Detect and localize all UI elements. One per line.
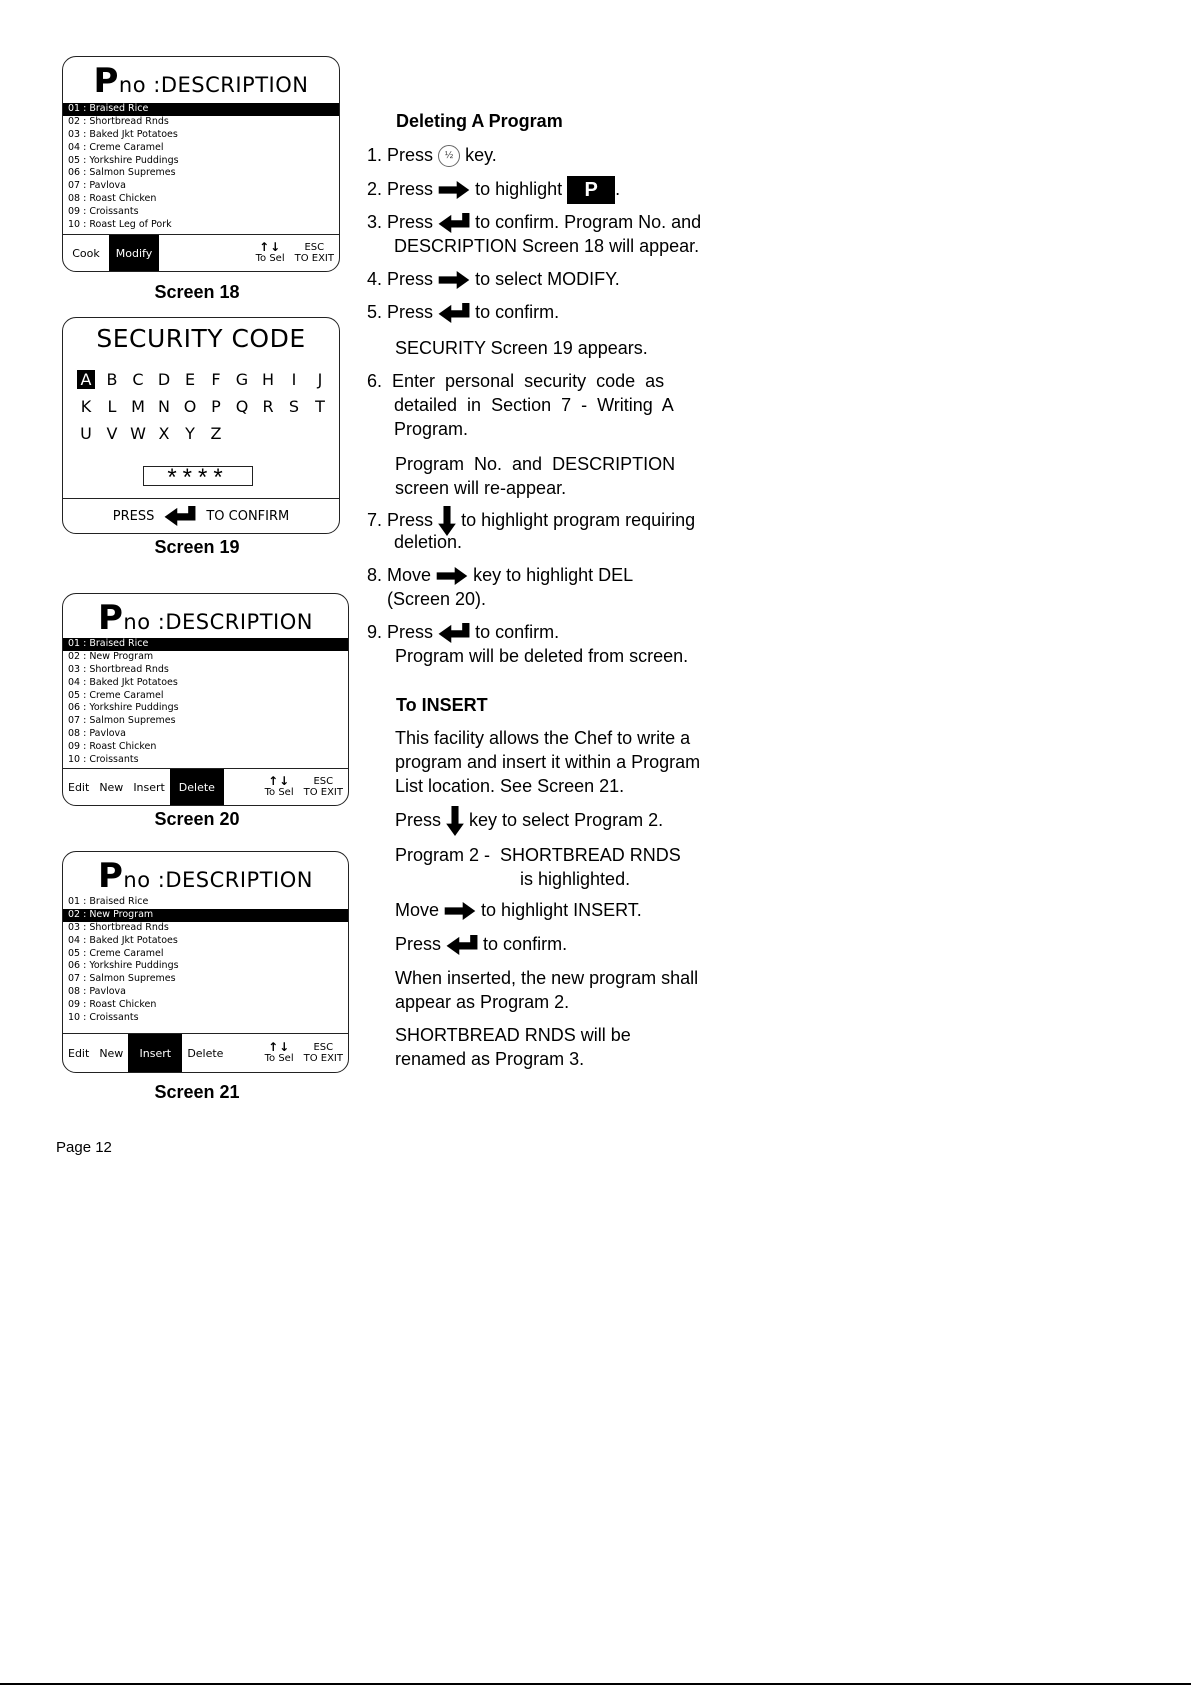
program-list <box>63 896 348 1025</box>
step-text: When inserted, the new program shall <box>395 968 699 988</box>
screen-20-caption: Screen 20 <box>154 809 240 829</box>
insert-step-highlighted <box>395 843 681 891</box>
to-sel-label: To Sel <box>264 787 294 798</box>
step-text: program and insert it within a Program <box>395 752 701 772</box>
step-text: Program. <box>394 419 469 439</box>
screen-21 <box>62 851 349 1073</box>
letter-key[interactable]: X <box>158 424 170 443</box>
exit-nav <box>299 1034 348 1072</box>
step-text: 8. Move <box>367 565 432 585</box>
step-text: key. <box>465 145 497 165</box>
step-5-note: SECURITY Screen 19 appears. <box>395 338 648 358</box>
step-text: detailed in Section 7 - Writing A <box>394 395 674 415</box>
title-p: P <box>93 61 119 101</box>
letter-key[interactable]: L <box>107 397 117 416</box>
letter-grid <box>73 366 333 447</box>
step-6-note <box>395 452 675 500</box>
list-item[interactable]: 09 : Roast Chicken <box>68 999 157 1011</box>
screen-18-caption: Screen 18 <box>154 282 240 302</box>
step-text: 2. Press <box>367 178 434 199</box>
heading-deleting-program: Deleting A Program <box>396 111 563 131</box>
step-text: appear as Program 2. <box>395 992 570 1012</box>
step-text: to highlight program requiring <box>461 509 696 530</box>
step-text: This facility allows the Chef to write a <box>395 728 691 748</box>
step-text: List location. See Screen 21. <box>395 776 625 796</box>
step-8 <box>367 563 633 611</box>
cook-option[interactable]: Cook <box>72 246 100 260</box>
letter-key[interactable]: T <box>315 397 325 416</box>
select-nav <box>260 769 299 805</box>
step-text: key to highlight DEL <box>473 565 634 585</box>
letter-key[interactable]: H <box>261 370 275 389</box>
list-item[interactable]: 06 : Salmon Supremes <box>68 167 176 179</box>
page-number: Page 12 <box>56 1139 112 1156</box>
list-item[interactable]: 07 : Salmon Supremes <box>68 973 176 985</box>
step-2 <box>367 176 620 204</box>
step-text: 7. Press <box>367 509 434 530</box>
right-arrow-icon <box>438 271 470 289</box>
screen-21-caption: Screen 21 <box>154 1082 240 1102</box>
screen-title <box>63 598 348 638</box>
step-text: to confirm. <box>475 302 560 322</box>
press-label: PRESS <box>112 508 155 524</box>
step-text: key to select Program 2. <box>469 809 664 830</box>
step-text: DESCRIPTION Screen 18 will appear. <box>394 236 700 256</box>
p-key-icon: P <box>567 176 615 204</box>
step-text: to select MODIFY. <box>475 269 620 289</box>
select-nav <box>260 1034 299 1072</box>
enter-icon <box>438 623 470 643</box>
letter-key[interactable]: K <box>80 397 92 416</box>
letter-row <box>73 420 333 447</box>
step-text: to highlight <box>475 178 563 199</box>
delete-option[interactable]: Delete <box>170 769 224 805</box>
select-nav <box>251 235 290 271</box>
list-item[interactable]: 09 : Roast Chicken <box>68 741 157 753</box>
esc-label: ESC <box>313 1042 334 1053</box>
right-arrow-icon <box>436 567 468 585</box>
letter-key[interactable]: F <box>211 370 221 389</box>
enter-icon <box>164 506 196 526</box>
letter-row <box>73 393 333 420</box>
screen-19-caption: Screen 19 <box>154 537 240 557</box>
step-text: to confirm. <box>475 622 560 642</box>
to-exit-label: TO EXIT <box>294 253 334 264</box>
letter-key[interactable]: M <box>131 397 145 416</box>
insert-option[interactable]: Insert <box>128 1034 182 1072</box>
screen-title <box>63 856 348 896</box>
step-text: Program No. and DESCRIPTION <box>395 454 676 474</box>
screen-footer <box>63 768 348 805</box>
letter-key[interactable]: Y <box>185 424 195 443</box>
letter-key[interactable]: O <box>183 397 197 416</box>
step-text: 9. Press <box>367 622 434 642</box>
step-text: 1. Press <box>367 145 434 165</box>
insert-step-move <box>395 898 642 922</box>
letter-key[interactable]: E <box>184 370 196 389</box>
letter-key[interactable]: B <box>106 370 118 389</box>
list-item[interactable]: 02 : Shortbread Rnds <box>68 115 169 127</box>
step-text: Press <box>395 809 442 830</box>
letter-key[interactable]: S <box>288 397 300 416</box>
new-option[interactable]: New <box>99 1046 124 1060</box>
modify-option[interactable]: Modify <box>109 235 159 271</box>
confirm-label: TO CONFIRM <box>206 508 290 524</box>
list-item[interactable]: 02 : New Program <box>68 650 154 662</box>
list-item[interactable]: 05 : Creme Caramel <box>68 689 164 701</box>
screen-19 <box>62 317 340 534</box>
letter-key[interactable]: W <box>130 424 146 443</box>
list-item[interactable]: 08 : Pavlova <box>68 986 126 998</box>
right-arrow-icon <box>444 902 476 920</box>
list-item[interactable]: 05 : Yorkshire Puddings <box>68 154 179 166</box>
edit-option[interactable]: Edit <box>68 780 90 794</box>
letter-key[interactable]: C <box>132 370 144 389</box>
step-text: SHORTBREAD RNDS will be <box>395 1025 631 1045</box>
to-sel-label: To Sel <box>255 253 285 264</box>
letter-key[interactable]: I <box>291 370 297 389</box>
step-7 <box>367 506 695 554</box>
list-item[interactable]: 06 : Yorkshire Puddings <box>68 702 179 714</box>
letter-key[interactable]: N <box>158 397 170 416</box>
step-text: screen will re-appear. <box>395 478 567 498</box>
letter-key[interactable]: J <box>317 370 323 389</box>
letter-key[interactable]: Z <box>210 424 222 443</box>
new-option[interactable]: New <box>99 780 124 794</box>
half-load-key-icon: ½ <box>438 145 460 167</box>
list-item[interactable]: 07 : Pavlova <box>68 180 126 192</box>
letter-key[interactable]: A <box>77 370 95 389</box>
screen-20 <box>62 593 349 806</box>
list-item[interactable]: 01 : Braised Rice <box>68 896 149 907</box>
step-3 <box>367 210 701 258</box>
step-text: Program 2 - SHORTBREAD RNDS <box>395 845 681 865</box>
title-rest: no :DESCRIPTION <box>123 610 313 634</box>
step-text: Move <box>395 900 440 920</box>
heading-to-insert: To INSERT <box>396 695 488 715</box>
esc-label: ESC <box>304 242 325 253</box>
letter-key[interactable]: D <box>157 370 171 389</box>
list-item[interactable]: 08 : Roast Chicken <box>68 193 157 205</box>
list-item[interactable]: 07 : Salmon Supremes <box>68 715 176 727</box>
up-down-arrows-icon: ↑↓ <box>259 240 282 254</box>
insert-result <box>395 966 698 1014</box>
step-text: 3. Press <box>367 212 434 232</box>
list-item[interactable]: 03 : Shortbread Rnds <box>68 921 169 933</box>
letter-key[interactable]: U <box>80 424 92 443</box>
step-text: to confirm. <box>483 934 568 954</box>
confirm-footer <box>63 498 339 533</box>
insert-step-select <box>395 806 663 836</box>
program-list <box>63 103 339 232</box>
exit-nav <box>299 769 348 805</box>
step-text: 4. Press <box>367 269 434 289</box>
letter-key[interactable]: R <box>262 397 274 416</box>
step-1 <box>367 143 497 167</box>
step-text: deletion. <box>394 532 463 552</box>
enter-icon <box>438 213 470 233</box>
to-exit-label: TO EXIT <box>303 1053 343 1064</box>
insert-option[interactable]: Insert <box>133 780 165 794</box>
letter-key[interactable]: V <box>106 424 118 443</box>
step-text: to highlight INSERT. <box>481 900 642 920</box>
security-code-field[interactable]: **** <box>143 466 253 486</box>
edit-option[interactable]: Edit <box>68 1046 90 1060</box>
list-item[interactable]: 01 : Braised Rice <box>63 103 339 116</box>
step-text: to confirm. Program No. and <box>475 212 702 232</box>
list-item[interactable]: 10 : Croissants <box>68 754 139 766</box>
title-rest: no :DESCRIPTION <box>118 73 309 97</box>
list-item[interactable]: 02 : New Program <box>63 909 348 922</box>
enter-icon <box>438 303 470 323</box>
screen-18 <box>62 56 340 272</box>
step-text: renamed as Program 3. <box>395 1049 585 1069</box>
list-item[interactable]: 10 : Croissants <box>68 1012 139 1024</box>
letter-key[interactable]: G <box>235 370 249 389</box>
title-p: P <box>98 856 124 896</box>
step-6 <box>367 369 731 441</box>
step-5 <box>367 300 559 324</box>
title-rest: no :DESCRIPTION <box>123 868 313 892</box>
step-text: is highlighted. <box>520 869 631 889</box>
screen-footer <box>63 1033 348 1072</box>
list-item[interactable]: 04 : Creme Caramel <box>68 141 164 153</box>
insert-rename-note <box>395 1023 631 1071</box>
step-9 <box>367 620 688 668</box>
up-down-arrows-icon: ↑↓ <box>268 774 291 788</box>
step-text: Program will be deleted from screen. <box>395 646 689 666</box>
letter-row <box>73 366 333 393</box>
down-arrow-icon <box>446 806 464 836</box>
exit-nav <box>290 235 339 271</box>
step-text: . <box>615 178 621 199</box>
up-down-arrows-icon: ↑↓ <box>268 1040 291 1054</box>
esc-label: ESC <box>313 776 334 787</box>
screen-footer <box>63 234 339 271</box>
list-item[interactable]: 03 : Baked Jkt Potatoes <box>68 128 178 140</box>
right-arrow-icon <box>438 181 470 199</box>
list-item[interactable]: 04 : Baked Jkt Potatoes <box>68 934 178 946</box>
program-list <box>63 638 348 767</box>
screen-title <box>63 61 339 101</box>
title-p: P <box>98 598 124 638</box>
list-item[interactable]: 05 : Creme Caramel <box>68 947 164 959</box>
list-item[interactable]: 01 : Braised Rice <box>63 638 348 651</box>
step-text: (Screen 20). <box>387 589 487 609</box>
list-item[interactable]: 04 : Baked Jkt Potatoes <box>68 676 178 688</box>
enter-icon <box>446 935 478 955</box>
delete-option[interactable]: Delete <box>187 1046 224 1060</box>
to-sel-label: To Sel <box>264 1053 294 1064</box>
list-item[interactable]: 10 : Roast Leg of Pork <box>68 219 172 231</box>
step-text: Press <box>395 934 442 954</box>
step-4 <box>367 267 620 291</box>
step-text: 5. Press <box>367 302 434 322</box>
list-item[interactable]: 09 : Croissants <box>68 206 139 218</box>
list-item[interactable]: 08 : Pavlova <box>68 728 126 740</box>
insert-step-confirm <box>395 932 567 956</box>
step-text: 6. Enter personal security code as <box>367 371 665 391</box>
insert-intro <box>395 726 700 798</box>
list-item[interactable]: 06 : Yorkshire Puddings <box>68 960 179 972</box>
letter-key[interactable]: Q <box>235 397 249 416</box>
list-item[interactable]: 03 : Shortbread Rnds <box>68 663 169 675</box>
security-title: SECURITY CODE <box>96 324 306 353</box>
to-exit-label: TO EXIT <box>303 787 343 798</box>
letter-key[interactable]: P <box>211 397 221 416</box>
